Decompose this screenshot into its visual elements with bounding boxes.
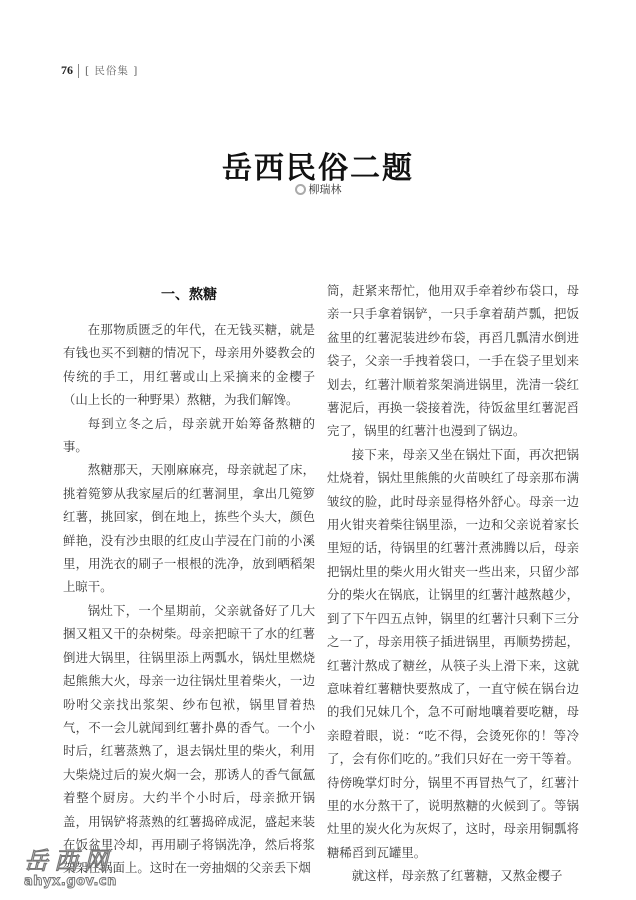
paragraph: 每到立冬之后，母亲就开始筹备熬糖的事。 — [63, 415, 315, 455]
section-label: [ 民俗集 ] — [85, 65, 139, 77]
right-column — [327, 279, 579, 888]
running-header — [61, 63, 138, 78]
paragraph-continued: 筒，赶紧来帮忙，他用双手牵着纱布袋口，母亲一只手拿着锅铲，一只手拿着葫芦瓢，把饭盆里的红薯泥装进纱布袋，再舀几瓢清水倒进袋子，父亲一手拽着袋口，一手在袋子里划来划去，红薯汁顺着浆架淌进锅里，洗清一袋红薯泥后，再换一袋接着洗，待饭盆里红薯泥舀完了，锅里的红薯汁也漫到了锅边。 — [327, 283, 579, 439]
paragraph: 接下来，母亲又坐在锅灶下面，再次把锅灶烧着，锅灶里熊熊的火苗映红了母亲那布满皱纹的脸，此时母亲显得格外舒心。母亲一边用火钳夹着柴往锅里添，一边和父亲说着家长里短的话，待锅里的红薯汁煮沸腾以后，母亲把锅灶里的柴火用火钳夹一些出来，只留少部分的柴火在锅底，让锅里的红薯汁越熬越少，到了下午四五点钟，锅里的红薯汁只剩下三分之一了，母亲用筷子插进锅里，再顺势捞起，红薯汁熬成了糖丝，从筷子头上滑下来，这就意味着红薯糖快要熬成了，一直守候在锅台边的我们兄妹几个，急不可耐地嚷着要吃糖，母亲瞪着眼，说：“吃不得，会烫死你的！等冷了，会有你们吃的。”我们只好在一旁干等着。待傍晚掌灯时分，锅里不再冒热气了，红薯汁里的水分熬干了，说明熬糖的火候到了。等锅灶里的炭火化为灰烬了，这时，母亲用铜瓢将糖稀舀到瓦罐里。 — [327, 446, 579, 860]
paragraph: 锅灶下，一个星期前，父亲就备好了几大捆又粗又干的杂树柴。母亲把晾干了水的红薯倒进大锅里，往锅里添上两瓢水，锅灶里燃烧起熊熊大火，母亲一边往锅灶里着柴火，一边吩咐父亲找出浆架、纱布包袱，锅里冒着热气，不一会儿就闻到红薯扑鼻的香气。一个小时后，红薯蒸熟了，退去锅灶里的柴火，利用大柴烧过后的炭火焖一会，那诱人的香气氤氲着整个厨房。大约半个小时后，母亲掀开锅盖，用锅铲将蒸熟的红薯捣碎成泥，盛起来装在饭盆里冷却，再用刷子将锅洗净，然后将浆架架在锅面上。这时在一旁抽烟的父亲丢下烟 — [63, 602, 315, 876]
watermark-url: ahyx.gov.cn — [24, 874, 117, 889]
paragraph: 就这样，母亲熬了红薯糖，又熬金樱子 — [351, 868, 563, 884]
site-watermark — [24, 848, 144, 889]
author-name: 柳瑞林 — [308, 183, 342, 196]
header-divider — [78, 64, 79, 78]
left-column — [63, 318, 315, 880]
section-subheading: 一、熬糖 — [161, 287, 217, 303]
paragraph: 熬糖那天，天刚麻麻亮，母亲就起了床，挑着箢箩从我家屋后的红薯洞里，拿出几箢箩红薯，挑回家，倒在地上，拣些个头大，颜色鲜艳，没有沙虫眼的红皮山芋浸在门前的小溪里，用洗衣的刷子一根根的洗净，放到晒稻架上晾干。 — [63, 462, 315, 595]
page-number: 76 — [61, 63, 73, 77]
paragraph: 在那物质匮乏的年代，在无钱买糖，就是有钱也买不到糖的情况下，母亲用外婆教会的传统的手工，用红薯或山上采摘来的金樱子（山上长的一种野果）熬糖，为我们解馋。 — [63, 322, 315, 408]
watermark-logo: 岳西网 — [24, 847, 114, 875]
circle-bullet-icon — [295, 184, 306, 195]
article-title: 岳西民俗二题 — [222, 151, 414, 186]
author-byline — [0, 181, 636, 197]
